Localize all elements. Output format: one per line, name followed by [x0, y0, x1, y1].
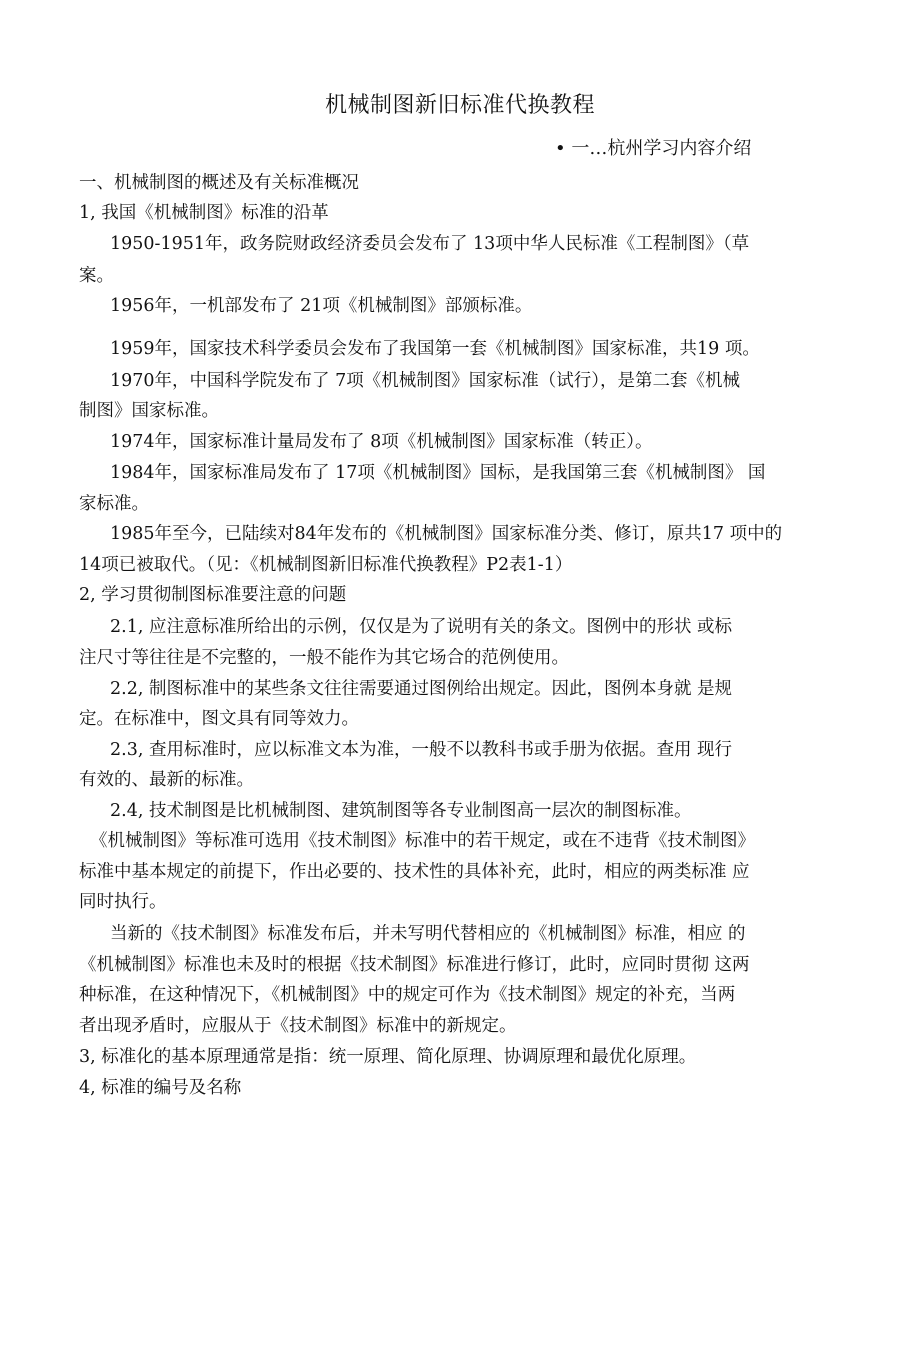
paragraph-line: 《机械制图》标准也未及时的根据《技术制图》标准进行修订，此时，应同时贯彻 这两 — [79, 955, 750, 975]
paragraph-line: 1950-1951年，政务院财政经济委员会发布了 13项中华人民标准《工程制图》（草 — [110, 234, 750, 254]
paragraph-line: 种标准，在这种情况下，《机械制图》中的规定可作为《技术制图》规定的补充，当两 — [79, 985, 736, 1005]
paragraph-line: 当新的《技术制图》标准发布后，并未写明代替相应的《机械制图》标准，相应 的 — [110, 924, 746, 944]
paragraph-line: 1974年，国家标准计量局发布了 8项《机械制图》国家标准（转正）。 — [110, 432, 653, 452]
paragraph-line: 家标准。 — [79, 494, 149, 514]
paragraph-line: 同时执行。 — [79, 892, 167, 912]
subsection-heading-3: 3, 标准化的基本原理通常是指：统一原理、简化原理、协调原理和最优化原理。 — [79, 1047, 697, 1067]
section-heading-1: 一、机械制图的概述及有关标准概况 — [79, 173, 359, 193]
paragraph-line: 制图》国家标准。 — [79, 401, 219, 421]
paragraph-line: 1985年至今，已陆续对84年发布的《机械制图》国家标准分类、修订，原共17 项中的 — [110, 524, 783, 544]
subsection-heading-4: 4, 标准的编号及名称 — [79, 1078, 242, 1098]
paragraph-line: 者出现矛盾时，应服从于《技术制图》标准中的新规定。 — [79, 1016, 517, 1036]
paragraph-line: 定。在标准中，图文具有同等效力。 — [79, 709, 359, 729]
paragraph-line: 1984年，国家标准局发布了 17项《机械制图》国标，是我国第三套《机械制图》 国 — [110, 463, 766, 483]
paragraph-line: 有效的、最新的标准。 — [79, 770, 254, 790]
subsection-heading-1: 1, 我国《机械制图》标准的沿革 — [79, 203, 329, 223]
paragraph-line: 1959年，国家技术科学委员会发布了我国第一套《机械制图》国家标准，共19 项。 — [110, 339, 760, 359]
subsection-heading-2: 2, 学习贯彻制图标准要注意的问题 — [79, 585, 347, 605]
paragraph-line: 1956年，一机部发布了 21项《机械制图》部颁标准。 — [110, 296, 533, 316]
paragraph-line: 1970年，中国科学院发布了 7项《机械制图》国家标准（试行），是第二套《机械 — [110, 371, 740, 391]
paragraph-line: 14项已被取代。（见：《机械制图新旧标准代换教程》P2表1-1） — [79, 555, 573, 575]
paragraph-line: 2.3, 查用标准时，应以标准文本为准，一般不以教科书或手册为依据。查用 现行 — [110, 740, 733, 760]
paragraph-line: 《机械制图》等标准可选用《技术制图》标准中的若干规定，或在不违背《技术制图》 — [90, 831, 755, 851]
paragraph-line: 标准中基本规定的前提下，作出必要的、技术性的具体补充，此时，相应的两类标准 应 — [79, 862, 750, 882]
paragraph-line: 2.4, 技术制图是比机械制图、建筑制图等各专业制图高一层次的制图标准。 — [110, 801, 692, 821]
paragraph-line: 案。 — [79, 266, 114, 286]
paragraph-line: 2.2, 制图标准中的某些条文往往需要通过图例给出规定。因此，图例本身就 是规 — [110, 679, 733, 699]
document-subtitle: • 一…杭州学习内容介绍 — [555, 138, 752, 159]
paragraph-line: 注尺寸等往往是不完整的，一般不能作为其它场合的范例使用。 — [79, 648, 569, 668]
document-title: 机械制图新旧标准代换教程 — [324, 93, 595, 118]
paragraph-line: 2.1, 应注意标准所给出的示例，仅仅是为了说明有关的条文。图例中的形状 或标 — [110, 617, 733, 637]
